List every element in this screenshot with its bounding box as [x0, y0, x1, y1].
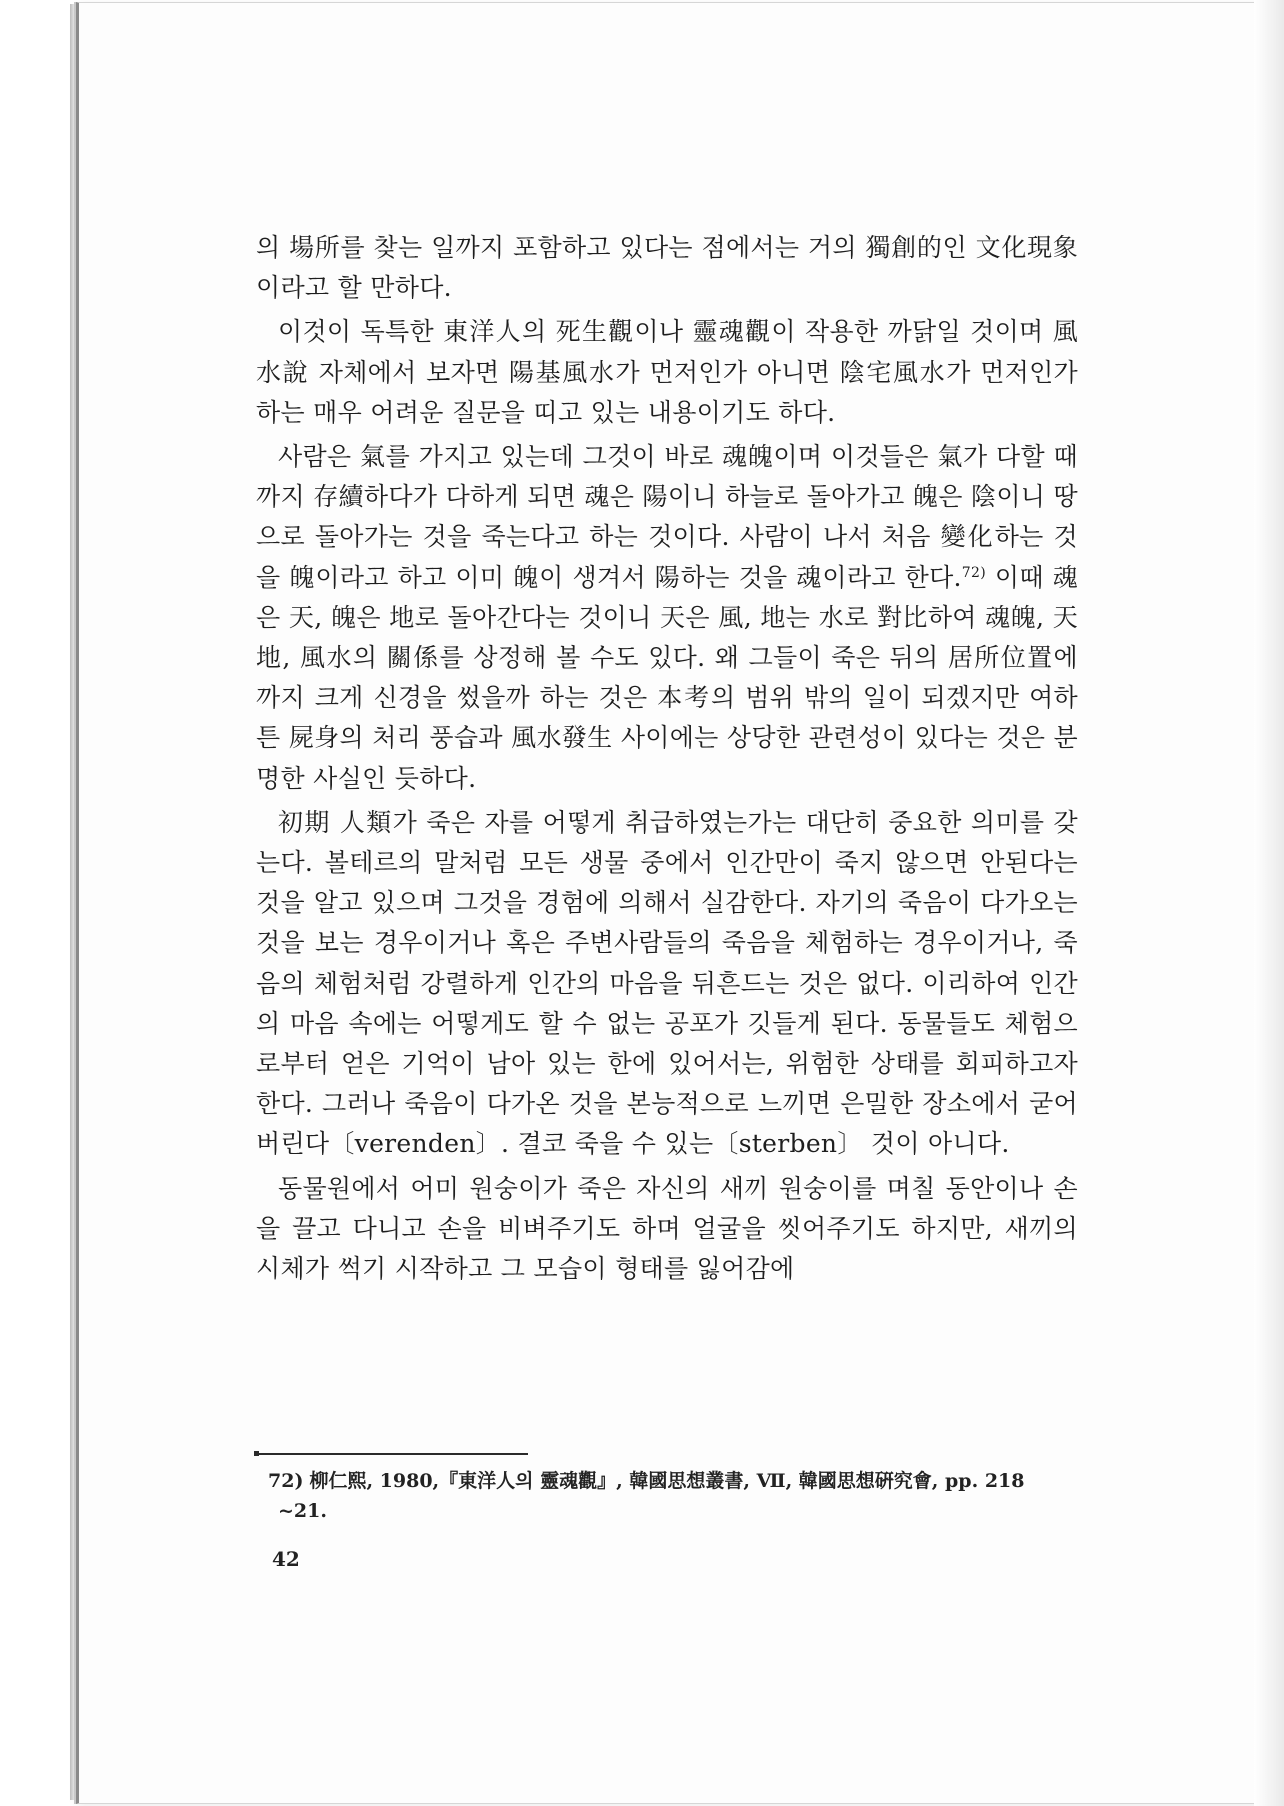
page-number: 42	[272, 1547, 300, 1571]
footnote-continuation: ~21.	[278, 1500, 327, 1522]
body-text	[256, 228, 1078, 1293]
footnote-number: 72)	[268, 1470, 304, 1492]
paragraph-1: 의 場所를 찾는 일까지 포함하고 있다는 점에서는 거의 獨創的인 文化現象이라고 할 만하다.	[256, 233, 1078, 303]
footnote	[268, 1466, 1076, 1526]
footnote-reference-72[interactable]: 72)	[961, 564, 986, 581]
footnote-divider	[256, 1453, 528, 1455]
paragraph-3-text-after: 이때 魂은 天, 魄은 地로 돌아간다는 것이니 天은 風, 地는 水로 對比하여 魂魄, 天地, 風水의 關係를 상정해 볼 수도 있다. 왜 그들이 죽은 뒤의 居所位置에까지 크게 신경을 썼을까 하는 것은 本考의 범위 밖의 일이 되겠지만 여하튼 屍身의 처리 풍습과 風水發生 사이에는 상당한 관련성이 있다는 것은 분명한 사실인 듯하다.	[256, 562, 1078, 793]
page-spine-edge	[70, 4, 74, 1800]
footnote-text: 柳仁熙, 1980,『東洋人의 靈魂觀』, 韓國思想叢書, Ⅶ, 韓國思想硏究會, pp. 218	[309, 1470, 1025, 1492]
paragraph-2: 이것이 독특한 東洋人의 死生觀이나 靈魂觀이 작용한 까닭일 것이며 風水說 자체에서 보자면 陽基風水가 먼저인가 아니면 陰宅風水가 먼저인가 하는 매우 어려운 질문을 띠고 있는 내용이기도 하다.	[256, 317, 1078, 427]
paragraph-3	[256, 437, 1078, 799]
paragraph-4: 初期 人類가 죽은 자를 어떻게 취급하였는가는 대단히 중요한 의미를 갖는다. 볼테르의 말처럼 모든 생물 중에서 인간만이 죽지 않으면 안된다는 것을 알고 있으며 그것을 경험에 의해서 실감한다. 자기의 죽음이 다가오는 것을 보는 경우이거나 혹은 주변사람들의 죽음을 체험하는 경우이거나, 죽음의 체험처럼 강렬하게 인간의 마음을 뒤흔드는 것은 없다. 이리하여 인간의 마음 속에는 어떻게도 할 수 없는 공포가 깃들게 된다. 동물들도 체험으로부터 얻은 기억이 남아 있는 한에 있어서는, 위험한 상태를 회피하고자 한다. 그러나 죽음이 다가온 것을 본능적으로 느끼면 은밀한 장소에서 굳어버린다〔verenden〕. 결코 죽을 수 있는〔sterben〕 것이 아니다.	[256, 807, 1078, 1159]
paragraph-3-text-before: 사람은 氣를 가지고 있는데 그것이 바로 魂魄이며 이것들은 氣가 다할 때까지 存續하다가 다하게 되면 魂은 陽이니 하늘로 돌아가고 魄은 陰이니 땅으로 돌아가는 것을 죽는다고 하는 것이다. 사람이 나서 처음 變化하는 것을 魄이라고 하고 이미 魄이 생겨서 陽하는 것을 魂이라고 한다.	[256, 442, 1078, 592]
paragraph-5: 동물원에서 어미 원숭이가 죽은 자신의 새끼 원숭이를 며칠 동안이나 손을 끌고 다니고 손을 비벼주기도 하며 얼굴을 씻어주기도 하지만, 새끼의 시체가 썩기 시작하고 그 모습이 형태를 잃어감에	[256, 1173, 1078, 1284]
page-right-shadow	[1254, 0, 1284, 1806]
